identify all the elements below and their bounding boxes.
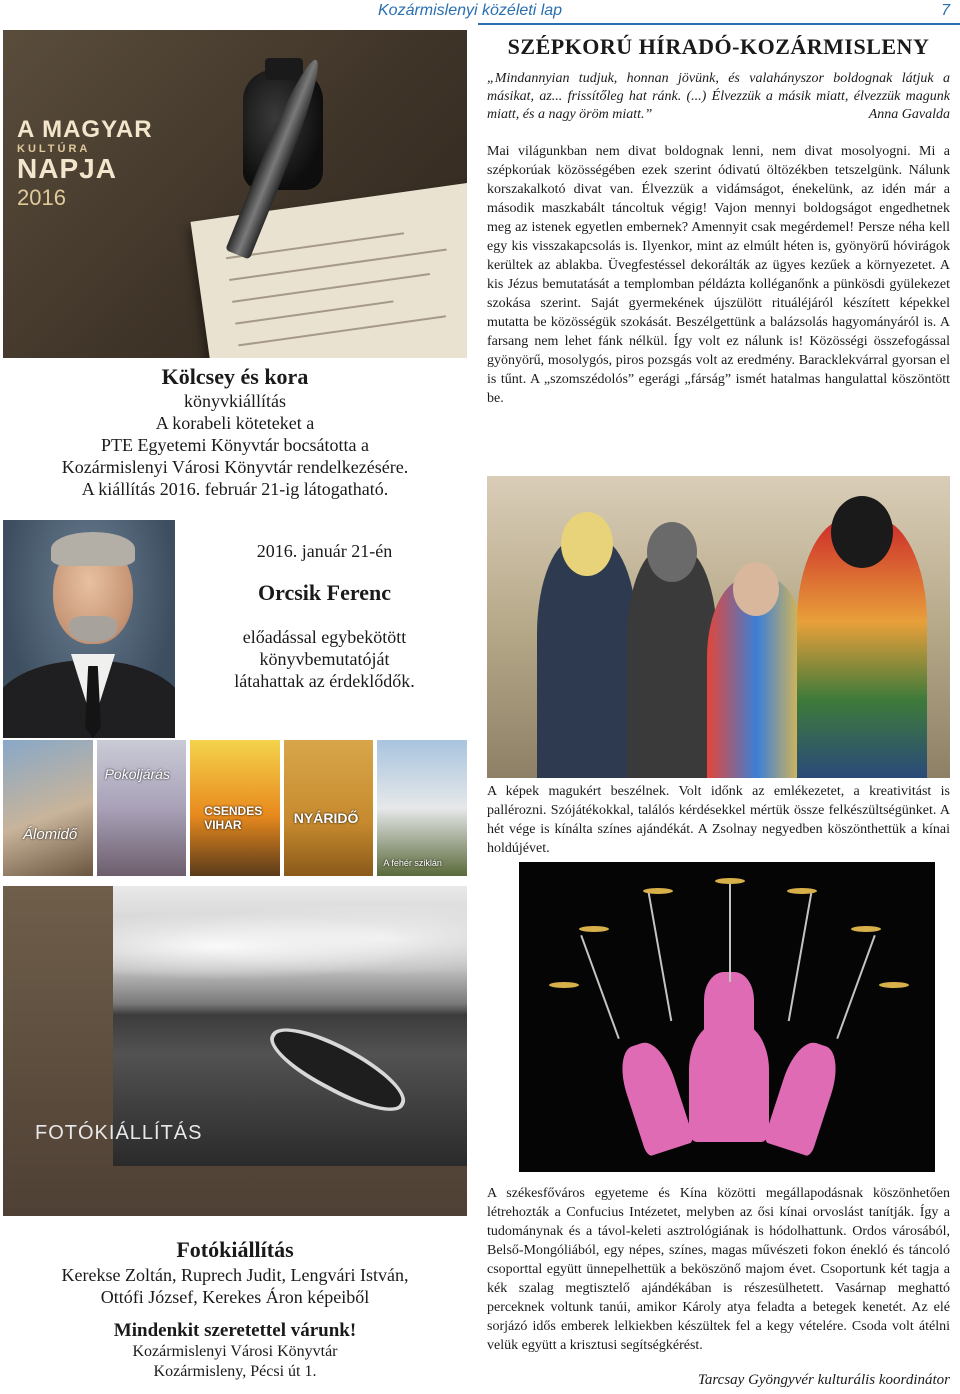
poster-year: 2016 [17,185,66,210]
author-portrait [3,520,175,738]
book-cover [377,740,467,876]
kolcsey-line: könyvkiállítás [184,391,286,411]
presentation-line: előadással egybekötött [242,627,407,647]
article-quote [487,70,950,124]
presentation-line: könyvbemutatóját [259,649,390,669]
kolcsey-title: Kölcsey és kora [161,364,309,389]
poster-line-1: A MAGYAR [17,116,153,143]
book-presentation-notice [182,540,467,692]
library-address: Kozármisleny, Pécsi út 1. [153,1363,317,1380]
article-paragraph: A székesfőváros egyeteme és Kína közötti megállapodásnak köszönhetően létrehozták a Confucius Intézetet, melyben az ősi kínai orvoslást tanítják. Így a tudománynak és a távol-keleti asztrológiának is hódolhattunk. Ordos városából, Belső-Mongóliából, egy népes, színes, magas művészeti fokon énekló és táncoló csoporttal együtt ünnepelhettük a beköszönő majom évet. Csoportunk két tagja a kék szalag megtisztelő ajándékában is részesülhetett. Vasárnap meghattó perceknek voltunk tanúi, amikor Károly atya feladta a betegek kenetét. Az elé sorjázó idős emberek lelkiekben készültek fel a kegy vételére. Csoda volt átélni velük együtt a krisztusi segítségkérést. [487,1186,950,1353]
book-cover [190,740,280,876]
letter-paper [191,180,467,358]
photographers-line: Ottófi József, Kerekes Áron képeiből [100,1287,370,1307]
header-rule [478,23,960,25]
carnival-photo [487,476,950,778]
book-cover [97,740,187,876]
article-paragraph: A képek magukért beszélnek. Volt időnk az emlékezetet, a kreativitást is pallérozni. Szójátékokkal, találós kérdésekkel mértük össze felkészültségünket. A hét vége is kínálta színes ajándékát. A Zsolnay negyedben köszönthettük a kínai holdújévet. [487,784,950,856]
photo-exhibition-label: FOTÓKIÁLLÍTÁS [35,1122,203,1144]
kolcsey-line: PTE Egyetemi Könyvtár bocsátotta a [101,435,369,455]
book-title: A fehér sziklán [383,858,442,868]
photo-exhibition-poster [3,886,467,1216]
culture-day-poster [3,30,467,358]
book-covers [3,740,467,876]
kolcsey-exhibit-notice [3,358,467,508]
book-title: NYÁRIDŐ [293,810,359,826]
presentation-line: látahattak az érdeklődők. [234,671,415,691]
poster-line-2: KULTÚRA [17,143,91,155]
book-cover [284,740,374,876]
book-title: Álomidő [23,826,78,843]
book-cover [3,740,93,876]
welcome-line: Mindenkit szeretettel várunk! [113,1320,357,1341]
article-paragraph: Mai világunkban nem divat boldognak lenni, nem divat mosolyogni. Mi a szépkorúak közösségében ezek szerint ódivatú öltözékben tetszelgünk. Nálunk korszakalkotó divat van. Élvezzük a vidámságot, énekelünk, az idén már a második maszkabált táncoltuk végig! Vajon mennyi boldogságot engedhetnek meg az istenek egyetlen embernek? Amennyit csak megérdemel! Persze néha kell egy kis visszakapcsolás is. Ilyenkor, mint az elmúlt héten is, gyönyörű hóvirágok kerültek az ablakba. Üvegfestéssel dekorálták az ügyes kezűek a környezetet. A kis Jézus bemutatását a templomban példázta kolléganőnk a pünkösdi gyülekezet szokása szerint. Saját gyermekének újszülött rituáléjáról készített képekkel mutatta be közösségük szokását. Beszélgettünk a balázsolás hagyományáról is. A farsang nem lehet fánk nélkül. Így volt ez nálunk is! Közösségi összefogással gyönyörű, mosolygós, piros pozsgás volt az eredmény. Baracklekvárral gyorsan el is tűnt. A „szomszédolós” egerági „fárság” ismét hatalmas hangulattal köszöntött be. [487,144,950,406]
quote-text: „Mindannyian tudjuk, honnan jövünk, és valahányszor boldognak látjuk a másikat, az... frissítőleg hat ránk. (...) Élvezzük a másik miatt, élvezzük magunk miatt, és a nagy öröm miatt.” [487,71,950,122]
chinese-acrobats-photo [519,862,935,1172]
kolcsey-line: Kozármislenyi Városi Könyvtár rendelkezésére. [61,457,409,477]
poster-line-3: NAPJA [17,153,117,184]
quote-author: Anna Gavalda [868,107,950,122]
presentation-date: 2016. január 21-én [256,541,393,561]
article-signature: Tarcsay Gyöngyvér kulturális koordinátor [697,1372,950,1388]
poster-heading [17,118,153,209]
page-header [0,0,960,26]
author-name: Orcsik Ferenc [258,580,391,605]
kolcsey-line: A korabeli köteteket a [155,413,315,433]
library-name: Kozármislenyi Városi Könyvtár [132,1343,338,1360]
article-title: SZÉPKORÚ HÍRADÓ-KOZÁRMISLENY [507,34,930,59]
book-title: CSENDES VIHAR [204,804,263,832]
publication-title: Kozármislenyi közéleti lap [378,2,563,19]
book-title: Pokoljárás [104,766,170,782]
kolcsey-line: A kiállítás 2016. február 21-ig látogatható. [81,479,389,499]
inkwell-cap [265,58,303,80]
photographers-line: Kerekse Zoltán, Ruprech Judit, Lengvári István, [61,1265,409,1285]
page-number: 7 [941,2,950,19]
photo-exhibition-title: Fotókiállítás [176,1237,294,1262]
photo-exhibition-notice [3,1236,467,1382]
